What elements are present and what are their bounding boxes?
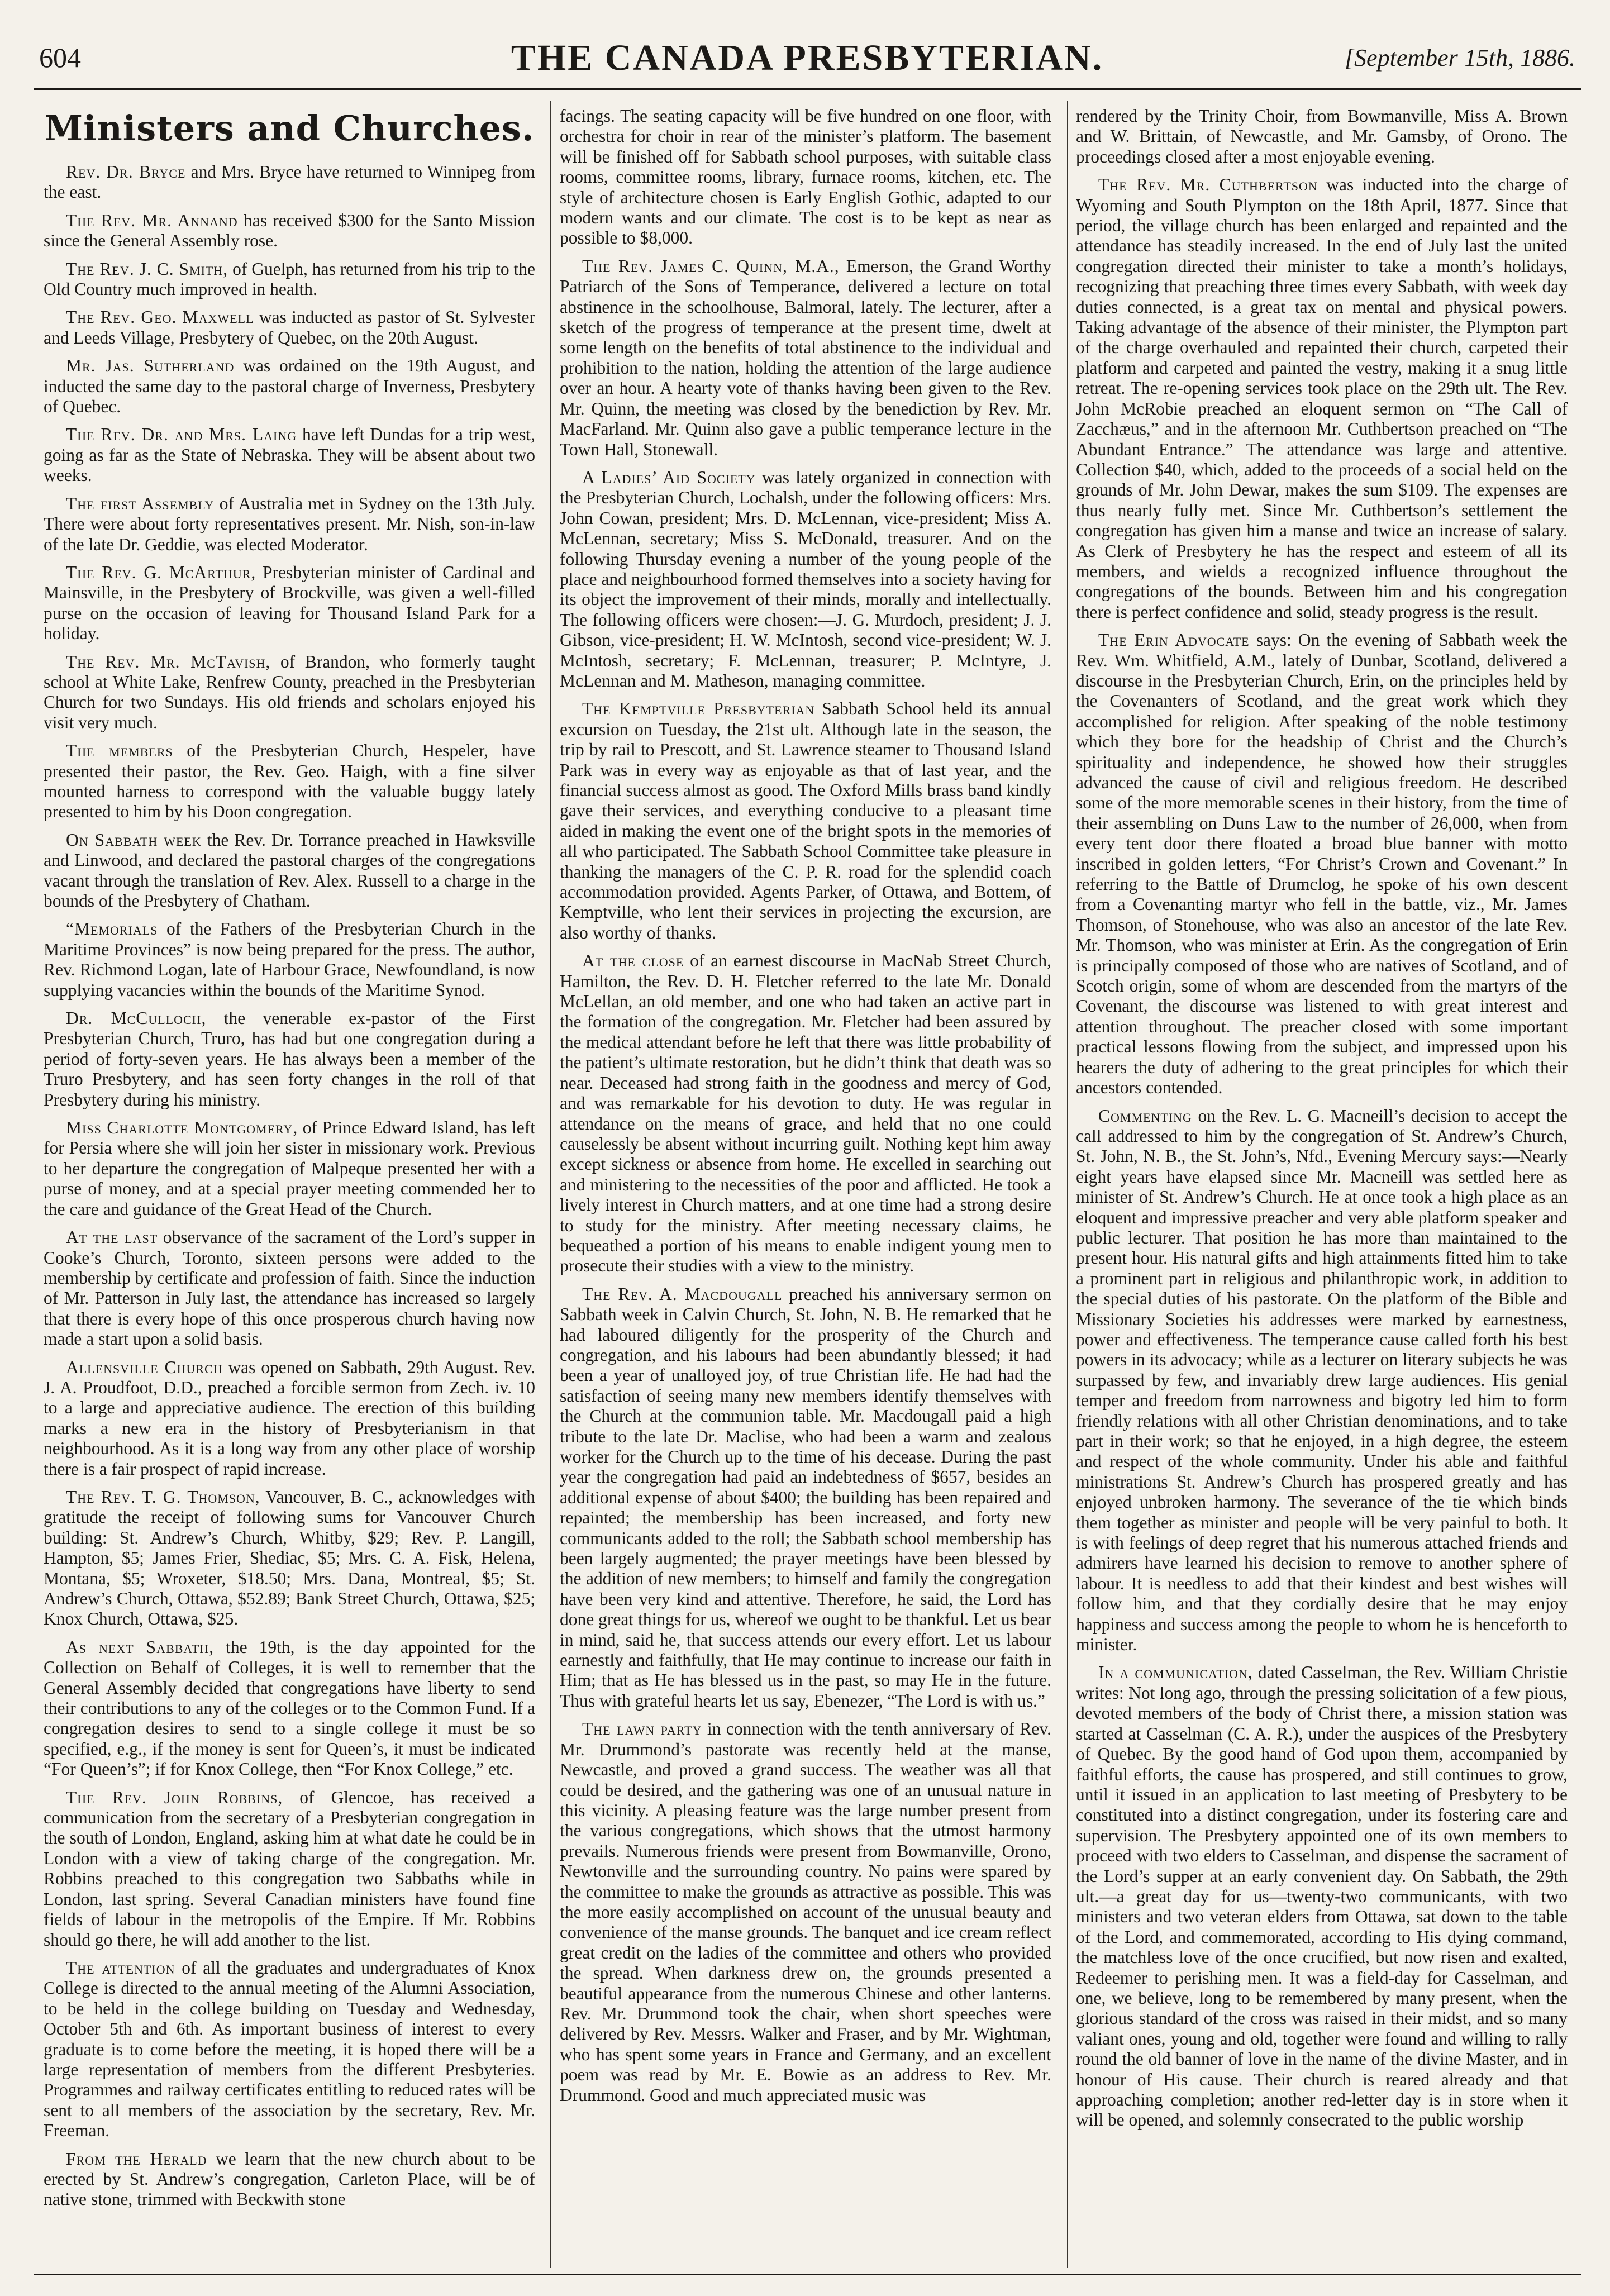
news-item (1076, 630, 1568, 1098)
item-body: was inducted into the charge of Wyoming and South Plympton on the 18th April, 1877. Since that period, the village church has been enlarged and repainted and the attendance has steadily increased. In the end of July last the united congregation directed their minister to take a month’s holidays, recognizing that preaching three times every Sabbath, with week day duties connected, is a great tax on mental and physical powers. Taking advantage of the absence of their minister, the Plympton part of the charge overhauled and repainted their church, carpeted their platform and carpeted and painted the vestry, making it a snug little retreat. The re-opening services took place on the 29th ult. The Rev. John McRobie preached an eloquent sermon on “The Call of Zacchæus,” and in the afternoon Mr. Cuthbertson preached on “The Abundant Entrance.” The attendance was large and attentive. Collection $40, which, added to the proceeds of a social held on the grounds of Mr. John Dewar, makes the sum $109. The expenses are thus nearly fully met. Since Mr. Cuthbertson’s settlement the congregation has given him a manse and twice an increase of salary. As Clerk of Presbytery he has the respect and esteem of all its members, and wields a recognized influence throughout the congregations of the bounds. Between him and his congregation there is perfect confidence and solid, steady progress is the result. (1076, 175, 1568, 622)
item-lead: The Rev. Dr. and Mrs. Laing (66, 425, 297, 445)
item-body: Vancouver, B. C., acknowledges with gratitude the receipt of following sums for Vancouver Church building: St. Andrew’s Church, Whitby, $29; Rev. P. Langill, Hampton, $5; James Frier, Shediac, $5; Mrs. C. A. Fisk, Helena, Montana, $5; Wroxeter, $18.50; Mrs. Dana, Montreal, $5; St. Andrew’s Church, Ottawa, $52.89; Bank Street Church, Ottawa, $25; Knox Church, Ottawa, $25. (44, 1487, 535, 1629)
news-item (560, 1284, 1051, 1712)
news-item (44, 425, 535, 485)
item-body: of the Fathers of the Presbyterian Church in the Maritime Provinces” is now being prepared for the press. The author, Rev. Richmond Logan, late of Harbour Grace, Newfoundland, is now supplying vacancies within the bounds of the Maritime Synod. (44, 919, 535, 1000)
item-lead: The Kemptville Presbyterian (582, 699, 815, 719)
news-item (560, 699, 1051, 943)
item-lead: The Rev. Mr. Cuthbertson (1098, 175, 1318, 195)
news-item (44, 1958, 535, 2141)
page-header (34, 34, 1581, 84)
item-body: of Australia met in Sydney on the 13th July. There were about forty representatives present. Mr. Nish, son-in-law of the late Dr. Geddie, was elected Moderator. (44, 493, 535, 554)
item-lead: The Rev. Geo. Maxwell (66, 307, 254, 327)
item-body: says: On the evening of Sabbath week the Rev. Wm. Whitfield, A.M., lately of Dunbar, Scotland, delivered a discourse in the Presbyterian Church, Erin, on the principles held by the Covenanters of Scotland, and the great work which they accomplished for religion. After speaking of the noble testimony which they bore for the headship of Christ and the Church’s spirituality and independence, he showed how their struggles advanced the cause of civil and religious freedom. He described some of the more memorable scenes in their history, from the time of their assembling on Duns Law to the number of 26,000, when from every tent door there floated a broad blue banner with motto inscribed in golden letters, “For Christ’s Crown and Covenant.” In referring to the Battle of Drumclog, he spoke of his own descent from a Covenanting martyr who fell in the battle, viz., Mr. James Thomson, of Stonehouse, who was also an ancestor of the late Rev. Mr. Thomson, who was minister at Erin. As the congregation of Erin is principally composed of those who are natives of Scotland, and of Scotch origin, some of whom are descended from the martyrs of the Covenant, the discourse was listened to with great interest and attention throughout. The preacher closed with some important practical lessons flowing from the subject, and impressed upon his hearers the duty of adhering to the great principles for which their ancestors contended. (1076, 630, 1568, 1098)
news-item (44, 162, 535, 203)
item-lead: The Rev. Mr. McTavish, (66, 651, 271, 671)
item-lead: The Rev. J. C. Smith, (66, 259, 228, 279)
item-body: of Guelph, has returned from his trip to the Old Country much improved in health. (44, 259, 535, 299)
news-item (560, 256, 1051, 460)
item-lead: The first Assembly (66, 493, 215, 513)
item-lead: At the close (582, 951, 684, 971)
item-lead: A Ladies’ Aid Society (582, 467, 756, 487)
column-divider (1067, 101, 1068, 2268)
news-item (560, 1719, 1051, 2106)
news-item (560, 468, 1051, 691)
item-body: in connection with the tenth anniversary of Rev. Mr. Drummond’s pastorate was recently held at the manse, Newcastle, and proved a grand success. The weather was all that could be desired, and the gathering was one of an unusual nature in this vicinity. A pleasing feature was the large number present from the various congregations, which shows that the utmost harmony prevails. Numerous friends were present from Bowmanville, Orono, Newtonville and the surrounding country. No pains were spared by the committee to make the grounds as attractive as possible. This was the more easily accomplished on account of the unusual beauty and convenience of the manse grounds. The banquet and ice cream reflect great credit on the ladies of the committee and others who provided the spread. When darkness drew on, the grounds presented a beautiful appearance from the numerous Chinese and other lanterns. Rev. Mr. Drummond took the chair, when short speeches were delivered by Rev. Messrs. Walker and Fraser, and by Mr. Wightman, who has spent some years in France and Germany, and an excellent poem was read by Mr. E. Bowie as an address to Rev. Mr. Drummond. Good and much appreciated music was (560, 1719, 1051, 2105)
item-lead: Mr. Jas. Sutherland (66, 356, 235, 376)
item-body: facings. The seating capacity will be five hundred on one floor, with orchestra for choir in rear of the minister’s platform. The basement will be finished off for Sabbath school purposes, with suitable class rooms, committee rooms, library, furnace rooms, kitchen, etc. The style of architecture chosen is Early English Gothic, adapted to our modern wants and our climate. The cost is to be kept as near as possible to $8,000. (560, 106, 1051, 248)
news-item (44, 2149, 535, 2210)
footer-rule (34, 2274, 1581, 2275)
column-divider (550, 101, 551, 2268)
news-item (44, 1008, 535, 1110)
item-lead: Miss Charlotte Montgomery, (66, 1118, 298, 1138)
news-item (1076, 1663, 1568, 2130)
news-item (44, 259, 535, 300)
news-item (44, 211, 535, 251)
item-body: the venerable ex-pastor of the First Presbyterian Church, Truro, has had but one congregation during a period of forty-seven years. He has always been a member of the Truro Presbytery, and has seen forty changes in the roll of that Presbytery during his ministry. (44, 1008, 535, 1109)
news-item (44, 494, 535, 555)
news-item (44, 307, 535, 348)
item-lead: In a communication, (1098, 1663, 1253, 1683)
item-lead: On Sabbath week (66, 830, 202, 850)
news-item (44, 1487, 535, 1630)
item-body: on the Rev. L. G. Macneill’s decision to accept the call addressed to him by the congregation of St. Andrew’s Church, St. John, N. B., the St. John’s, Nfd., Evening Mercury says:—Nearly eight years have elapsed since Mr. Macneill was settled here as minister of St. Andrew’s Church. He at once took a high place as an eloquent and impressive preacher and very able platform speaker and public lecturer. That position he has more than maintained to the present hour. His natural gifts and high attainments fitted him to take a prominent part in religious and philanthropic work, in addition to the special duties of his pastorate. On the platform of the Bible and Missionary Societies his addresses were marked by earnestness, power and effectiveness. The temperance cause called forth his best powers in its advocacy; while as a lecturer on literary subjects he was surpassed by few, and invariably drew large audiences. His genial temper and freedom from narrowness and bigotry led him to form friendly relations with all other Christian denominations, and to take part in their work; so that he enjoyed, in a high degree, the esteem and respect of the whole community. Under his able and faithful ministrations St. Andrew’s Church has prospered greatly and has enjoyed unbroken harmony. The severance of the tie which binds them together as minister and people will be very painful to both. It is with feelings of deep regret that his numerous attached friends and admirers have learned his decision to remove to another sphere of labour. It is needless to add that their kindest and best wishes will follow him, and that they cordially desire that he may enjoy happiness and success among the people to whom he is henceforth to minister. (1076, 1106, 1568, 1655)
item-body: observance of the sacrament of the Lord’s supper in Cooke’s Church, Toronto, sixteen persons were added to the membership by certificate and profession of faith. Since the induction of Mr. Patterson in July last, the attendance has increased so largely that there is every hope of this once prosperous church having now made a start upon a solid basis. (44, 1227, 535, 1349)
page-number: 604 (39, 42, 81, 73)
item-body: has received $300 for the Santo Mission since the General Assembly rose. (44, 210, 535, 251)
item-lead: The Rev. Mr. Annand (66, 210, 238, 230)
news-item (560, 951, 1051, 1276)
item-lead: The Rev. James C. Quinn, M.A., (582, 256, 840, 276)
item-lead: The members (66, 741, 173, 761)
item-lead: The lawn party (582, 1719, 702, 1739)
item-lead: Dr. McCulloch, (66, 1008, 207, 1028)
item-body: of Glencoe, has received a communication from the secretary of a Presbyterian congregation in the south of London, England, asking him at what date he could be in London with a view of taking charge of the congregation. Mr. Robbins preached to this congregation two Sabbaths while in London, last spring. Several Canadian ministers have found fine fields of labour in the metropolis of the Empire. If Mr. Robbins should go there, he will add another to the list. (44, 1787, 535, 1950)
item-lead: The Rev. A. Macdougall (582, 1284, 783, 1304)
news-item (44, 1118, 535, 1220)
item-body: of Brandon, who formerly taught school at White Lake, Renfrew County, preached in the Presbyterian Church for two Sundays. His old friends and scholars enjoyed his visit very much. (44, 651, 535, 732)
news-item (1076, 1106, 1568, 1655)
news-item (44, 652, 535, 733)
item-body: of an earnest discourse in MacNab Street Church, Hamilton, the Rev. D. H. Fletcher referred to the late Mr. Donald McLellan, an old member, and one who had taken an active part in the formation of the congregation. Mr. Fletcher had been assured by the medical attendant before he left that there was little probability of the patient’s ultimate restoration, but he didn’t think that death was so near. Deceased had strong faith in the goodness and mercy of God, and was remarkable for his devotion to duty. He was regular in attendance on the means of grace, and held that no one could causelessly be absent without incurring guilt. Nothing kept him away except sickness or absence from home. He excelled in searching out and ministering to the necessities of the poor and afflicted. He took a lively interest in Church matters, and at one time had a strong desire to study for the ministry. After meeting necessary claims, he bequeathed a portion of his means to enable indigent young men to prosecute their studies with a view to the ministry. (560, 951, 1051, 1276)
column-3 (1076, 106, 1568, 2262)
news-item (1076, 106, 1568, 167)
item-body: of all the graduates and undergraduates of Knox College is directed to the annual meeting of the Alumni Association, to be held in the college building on Tuesday and Wednesday, October 5th and 6th. As important business of interest to every graduate is to come before the meeting, it is hoped there will be a large representation of members from the different Presbyteries. Programmes and railway certificates entitling to reduced rates will be sent to all members of the association by the secretary, Rev. Mr. Freeman. (44, 1957, 535, 2141)
item-body: the 19th, is the day appointed for the Collection on Behalf of Colleges, it is well to remember that the General Assembly decided that congregations have liberty to send their contributions to any of the colleges or to the Common Fund. If a congregation desires to send to a single college it must be so specified, e.g., if the money is sent for Queen’s, it must be indicated “For Queen’s”; if for Knox College, then “For Knox College,” etc. (44, 1637, 535, 1779)
news-item (44, 1227, 535, 1349)
item-lead: “Memorials (66, 919, 158, 939)
news-item (44, 1637, 535, 1780)
item-lead: At the last (66, 1227, 158, 1247)
item-lead: Commenting (1098, 1106, 1192, 1126)
item-body: was ordained on the 19th August, and inducted the same day to the pastoral charge of Inverness, Presbytery of Quebec. (44, 356, 535, 417)
item-lead: The Erin Advocate (1098, 630, 1250, 650)
header-rule (34, 88, 1581, 90)
news-item (44, 1788, 535, 1950)
item-lead: The Rev. John Robbins, (66, 1787, 283, 1807)
item-lead: As next Sabbath, (66, 1637, 215, 1657)
news-item (560, 106, 1051, 249)
item-body: of the Presbyterian Church, Hespeler, have presented their pastor, the Rev. Geo. Haigh, with a fine silver mounted harness to correspond with the valuable buggy lately presented to him by his Doon congregation. (44, 741, 535, 822)
item-body: preached his anniversary sermon on Sabbath week in Calvin Church, St. John, N. B. He remarked that he had laboured diligently for the prosperity of the Church and congregation, and his labours had been abundantly blessed; it had been a year of unalloyed joy, of true Christian life. He had had the satisfaction of seeing many new members identify themselves with the Church at the communion table. Mr. Macdougall paid a high tribute to the late Dr. Maclise, who had been a warm and zealous worker for the Church up to the time of his decease. During the past year the congregation had paid an indebtedness of $657, besides an additional expense of about $400; the building has been repaired and repainted; the membership has been increased, and forty new communicants added to the roll; the Sabbath school membership has been largely augmented; the prayer meetings have been blessed by the addition of new members; to himself and family the congregation have been very kind and attentive. Therefore, he said, the Lord has done great things for us, whereof we ought to be thankful. Let us bear in mind, said he, that success attends our every effort. Let us labour earnestly and faithfully, that He may continue to increase our faith in Him; that as He has blessed us in the past, so may He in the future. Thus with grateful hearts let us say, Ebenezer, “The Lord is with us.” (560, 1284, 1051, 1711)
item-body: we learn that the new church about to be erected by St. Andrew’s congregation, Carleton Place, will be of native stone, trimmed with Beckwith stone (44, 2149, 535, 2209)
item-body: the Rev. Dr. Torrance preached in Hawksville and Linwood, and declared the pastoral charges of the congregations vacant through the translation of Rev. Alex. Russell to a charge in the bounds of the Presbytery of Chatham. (44, 830, 535, 911)
news-item (44, 563, 535, 644)
item-body: and Mrs. Bryce have returned to Winnipeg from the east. (44, 162, 535, 202)
news-item (1076, 175, 1568, 622)
column-1 (44, 106, 535, 2262)
news-item (44, 1357, 535, 1479)
column-2 (560, 106, 1051, 2262)
item-lead: The attention (66, 1957, 175, 1978)
item-body: was opened on Sabbath, 29th August. Rev. J. A. Proudfoot, D.D., preached a forcible sermon from Zech. iv. 10 to a large and appreciative audience. The erection of this building marks a new era in the history of Presbyterianism in that neighbourhood. As it is a long way from any other place of worship there is a fair prospect of rapid increase. (44, 1357, 535, 1479)
issue-date: [September 15th, 1886. (1344, 44, 1575, 72)
item-body: Sabbath School held its annual excursion on Tuesday, the 21st ult. Although late in the season, the trip by rail to Prescott, and St. Lawrence steamer to Thousand Island Park was in every way as enjoyable as that of last year, and the financial success almost as good. The Oxford Mills brass band kindly gave their services, and everything conducive to a pleasant time aided in making the event one of the bright spots in the memories of all who participated. The Sabbath School Committee take pleasure in thanking the managers of the C. P. R. road for the splendid coach accommodation provided. Agents Parker, of Ottawa, and Bottem, of Kemptville, who lent their services in projecting the excursion, are also worthy of thanks. (560, 699, 1051, 942)
item-lead: From the Herald (66, 2149, 207, 2169)
news-item (44, 830, 535, 912)
item-body: have left Dundas for a trip west, going as far as the State of Nebraska. They will be absent about two weeks. (44, 425, 535, 485)
news-item (44, 919, 535, 1001)
item-body: Presbyterian minister of Cardinal and Mainsville, in the Presbytery of Brockville, was given a well-filled purse on the occasion of leaving for Thousand Island Park for a holiday. (44, 562, 535, 644)
item-body: dated Casselman, the Rev. William Christie writes: Not long ago, through the pressing solicitation of a few pious, devoted members of the body of Christ there, a mission station was started at Casselman (C. A. R.), under the auspices of the Presbytery of Quebec. By the good hand of God upon them, accompanied by faithful efforts, the cause has prospered, and still continues to grow, until it issued in an application to last meeting of Presbytery to be constituted into a distinct congregation, under its fostering care and supervision. The Presbytery appointed one of its own members to proceed with two elders to Casselman, and dispense the sacrament of the Lord’s supper at an early convenient day. On Sabbath, the 29th ult.—a great day for us—twenty-two communicants, with two ministers and two veteran elders from Ottawa, sat down to the table of the Lord, and commemorated, according to His dying command, the matchless love of the once crucified, but now risen and exalted, Redeemer to perishing men. It was a field-day for Casselman, and one, we believe, long to be remembered by many present, when the glorious standard of the cross was raised in their midst, and so many valiant ones, young and old, together were found and willing to rally round the old banner of love in the name of the divine Master, and in honour of His cause. Their church is reared already and that approaching completion; another red-letter day is in store when it will be opened, and solemnly consecrated to the public worship (1076, 1663, 1568, 2130)
item-lead: The Rev. G. McArthur, (66, 562, 256, 582)
masthead-title: THE CANADA PRESBYTERIAN. (511, 37, 1104, 78)
section-title: Ministers and Churches. (44, 108, 535, 149)
item-body: rendered by the Trinity Choir, from Bowmanville, Miss A. Brown and W. Brittain, of Newcastle, and Mr. Gamsby, of Orono. The proceedings closed after a most enjoyable evening. (1076, 106, 1568, 166)
item-body: Emerson, the Grand Worthy Patriarch of the Sons of Temperance, delivered a lecture on total abstinence in the schoolhouse, Balmoral, lately. The lecturer, after a sketch of the progress of temperance at the present time, dwelt at some length on the benefits of total abstinence to the individual and prohibition to the nation, holding the attention of the large audience over an hour. A hearty vote of thanks having been given to the Rev. Mr. Quinn, the meeting was closed by the benediction by Rev. Mr. MacFarland. Mr. Quinn also gave a public temperance lecture in the Town Hall, Stonewall. (560, 256, 1051, 459)
item-lead: Rev. Dr. Bryce (66, 162, 186, 182)
item-body: of Prince Edward Island, has left for Persia where she will join her sister in missionary work. Previous to her departure the congregation of Malpeque presented her with a purse of money, and at a special prayer meeting commended her to the care and guidance of the Great Head of the Church. (44, 1118, 535, 1219)
item-body: was inducted as pastor of St. Sylvester and Leeds Village, Presbytery of Quebec, on the 20th August. (44, 307, 535, 347)
item-body: was lately organized in connection with the Presbyterian Church, Lochalsh, under the following officers: Mrs. John Cowan, president; Mrs. D. McLennan, vice-president; Miss A. McLennan, secretary; Miss S. McDonald, treasurer. And on the following Thursday evening a number of the young people of the place and neighbourhood formed themselves into a society having for its object the improvement of their minds, morally and intellectually. The following officers were chosen:—J. G. Murdoch, president; J. J. Gibson, vice-president; H. W. McIntosh, second vice-president; W. J. McIntosh, secretary; F. McLennan, treasurer; P. McIntyre, J. McLennan and M. Matheson, managing committee. (560, 467, 1051, 690)
item-lead: Allensville Church (66, 1357, 223, 1377)
item-lead: The Rev. T. G. Thomson, (66, 1487, 260, 1507)
news-item (44, 741, 535, 822)
news-item (44, 356, 535, 417)
